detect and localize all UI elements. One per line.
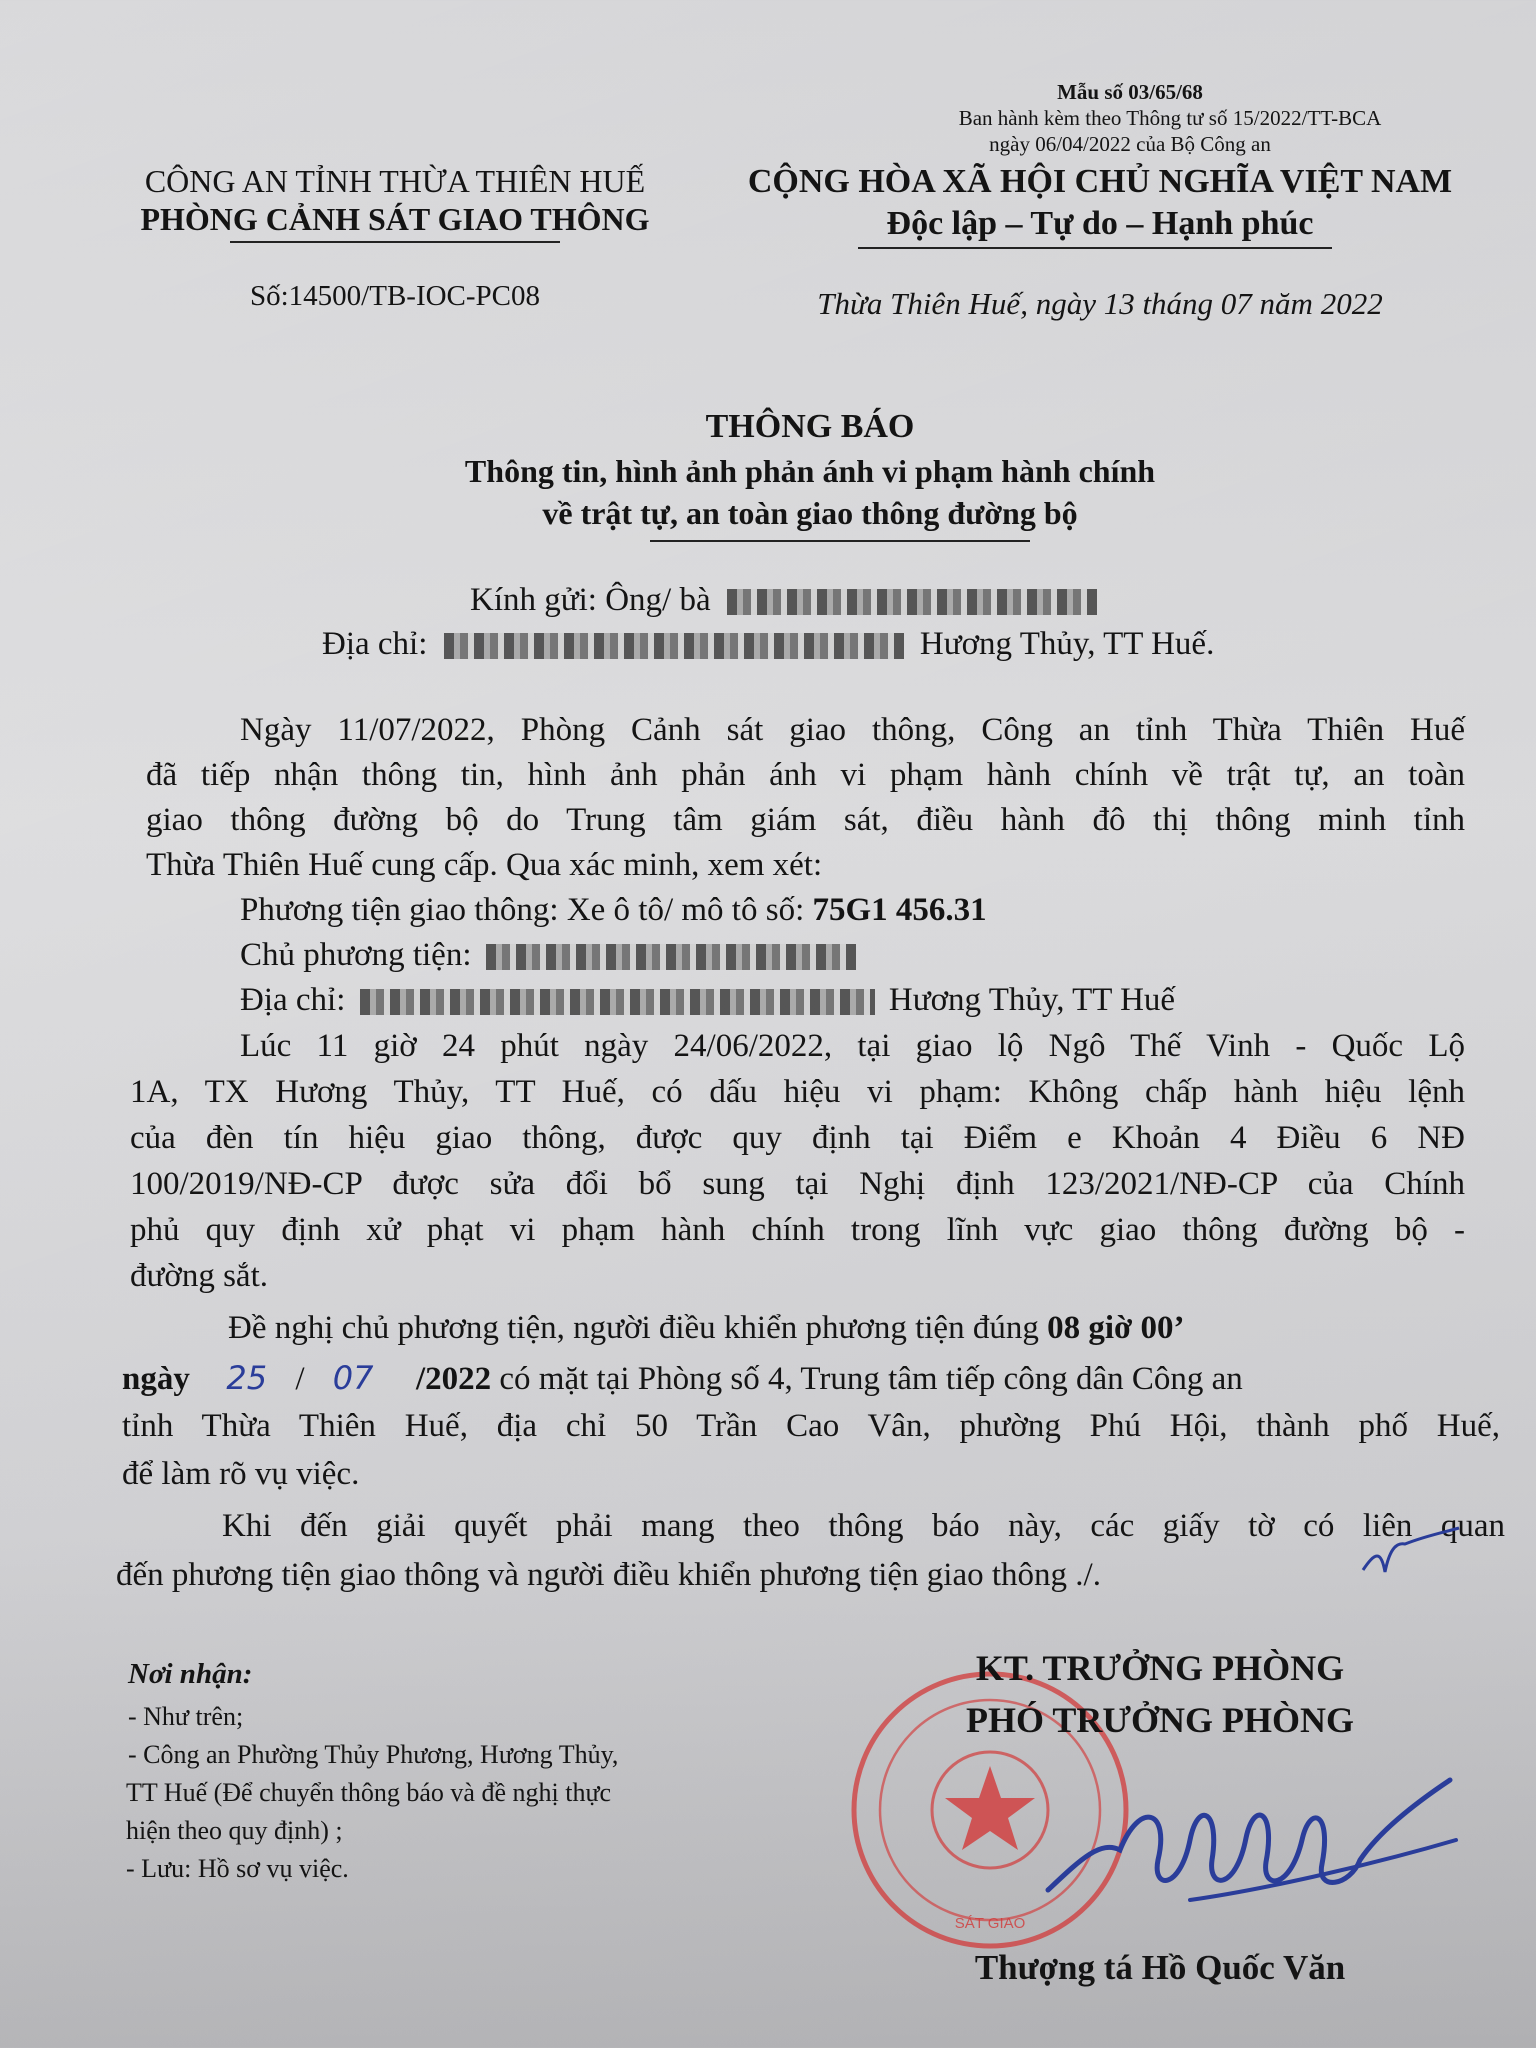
redacted-address	[444, 633, 904, 659]
recipients-heading: Nơi nhận:	[128, 1658, 253, 1690]
seal-text: SÁT GIAO	[954, 1915, 1026, 1932]
owner-address-tail: Hương Thủy, TT Huế	[888, 982, 1176, 1018]
vehicle-label: Phương tiện giao thông: Xe ô tô/ mô tô số:	[240, 892, 805, 928]
doc-number: Số:14500/TB-IOC-PC08	[249, 280, 541, 312]
doc-subtitle-2: về trật tự, an toàn giao thông đường bộ	[542, 495, 1078, 531]
owner-label: Chủ phương tiện:	[240, 937, 472, 973]
doc-subtitle-1: Thông tin, hình ảnh phản ánh vi phạm hành chính	[464, 453, 1156, 489]
recipients-item-2: - Công an Phường Thủy Phương, Hương Thủy,	[128, 1740, 619, 1769]
vehicle-plate: 75G1 456.31	[812, 892, 987, 928]
nation-motto: Độc lập – Tự do – Hạnh phúc	[886, 205, 1314, 242]
place-date: Thừa Thiên Huế, ngày 13 tháng 07 năm 2022	[817, 286, 1383, 321]
recipients-item-5: - Lưu: Hồ sơ vụ việc.	[126, 1854, 349, 1883]
violation-line-1: Lúc 11 giờ 24 phút ngày 24/06/2022, tại giao lộ Ngô Thế Vinh - Quốc Lộ	[240, 1028, 1465, 1064]
request-line-1: Đề nghị chủ phương tiện, người điều khiển phương tiện đúng 08 giờ 00’	[228, 1310, 1185, 1346]
redacted-owner	[486, 944, 856, 970]
recipient-line	[470, 584, 1097, 617]
vehicle-line	[240, 894, 987, 927]
form-issued-with: Ban hành kèm theo Thông tư số 15/2022/TT-BCA	[958, 106, 1382, 130]
recipients-item-4: hiện theo quy định) ;	[126, 1816, 343, 1845]
violation-line-4: 100/2019/NĐ-CP được sửa đổi bổ sung tại Nghị định 123/2021/NĐ-CP của Chính	[130, 1166, 1465, 1202]
intro-line-4: Thừa Thiên Huế cung cấp. Qua xác minh, xem xét:	[146, 847, 823, 883]
appointment-time: 08 giờ 00’	[1047, 1310, 1185, 1346]
redacted-owner-address	[360, 989, 875, 1015]
recipients-item-3: TT Huế (Để chuyển thông báo và đề nghị thực	[126, 1778, 612, 1807]
form-issued-date: ngày 06/04/2022 của Bộ Công an	[989, 132, 1271, 156]
intro-line-3: giao thông đường bộ do Trung tâm giám sát, điều hành đô thị thông minh tỉnh	[146, 802, 1465, 838]
signer-name: Thượng tá Hồ Quốc Văn	[974, 1948, 1346, 1987]
doc-title: THÔNG BÁO	[705, 408, 915, 445]
request-line-4: để làm rõ vụ việc.	[122, 1456, 360, 1492]
motto-underline	[858, 247, 1332, 249]
violation-line-5: phủ quy định xử phạt vi phạm hành chính trong lĩnh vực giao thông đường bộ -	[130, 1212, 1465, 1248]
initial-mark	[1355, 1522, 1465, 1582]
agency-name: PHÒNG CẢNH SÁT GIAO THÔNG	[140, 201, 650, 237]
recipient-salutation: Kính gửi: Ông/ bà	[470, 582, 711, 618]
form-number: Mẫu số 03/65/68	[1057, 80, 1203, 104]
owner-line	[240, 939, 856, 972]
owner-address-line	[240, 984, 1175, 1017]
agency-underline	[230, 241, 560, 243]
violation-line-6: đường sắt.	[130, 1258, 268, 1294]
sign-title-1: KT. TRƯỞNG PHÒNG	[975, 1648, 1345, 1688]
recipients-item-1: - Như trên;	[128, 1702, 244, 1731]
recipient-address-label: Địa chỉ:	[322, 626, 428, 662]
intro-line-1: Ngày 11/07/2022, Phòng Cảnh sát giao thông, Công an tỉnh Thừa Thiên Huế	[240, 712, 1465, 748]
recipient-address	[322, 628, 1214, 661]
title-underline	[650, 540, 1030, 542]
owner-address-label: Địa chỉ:	[240, 982, 346, 1018]
closing-line-1: Khi đến giải quyết phải mang theo thông báo này, các giấy tờ có liên quan	[222, 1508, 1505, 1544]
redacted-name	[727, 589, 1097, 615]
sign-title-2: PHÓ TRƯỞNG PHÒNG	[965, 1700, 1354, 1740]
violation-line-3: của đèn tín hiệu giao thông, được quy định tại Điểm e Khoản 4 Điều 6 NĐ	[130, 1120, 1465, 1156]
violation-line-2: 1A, TX Hương Thủy, TT Huế, có dấu hiệu vi phạm: Không chấp hành hiệu lệnh	[130, 1074, 1465, 1110]
request-line-2: ngày 25 / 07 /2022 có mặt tại Phòng số 4, Trung tâm tiếp công dân Công an	[122, 1359, 1243, 1397]
request-line-3: tỉnh Thừa Thiên Huế, địa chỉ 50 Trần Cao Vân, phường Phú Hội, thành phố Huế,	[122, 1408, 1500, 1444]
handwritten-signature	[1040, 1740, 1460, 1940]
recipient-address-tail: Hương Thủy, TT Huế.	[919, 626, 1215, 662]
closing-line-2: đến phương tiện giao thông và người điều khiển phương tiện giao thông ./.	[116, 1557, 1101, 1593]
intro-line-2: đã tiếp nhận thông tin, hình ảnh phản ánh vi phạm hành chính về trật tự, an toàn	[146, 757, 1465, 793]
nation-name: CỘNG HÒA XÃ HỘI CHỦ NGHĨA VIỆT NAM	[747, 163, 1453, 200]
handwritten-month: 07	[332, 1359, 374, 1397]
agency-parent: CÔNG AN TỈNH THỪA THIÊN HUẾ	[144, 163, 646, 199]
handwritten-day: 25	[226, 1359, 268, 1397]
